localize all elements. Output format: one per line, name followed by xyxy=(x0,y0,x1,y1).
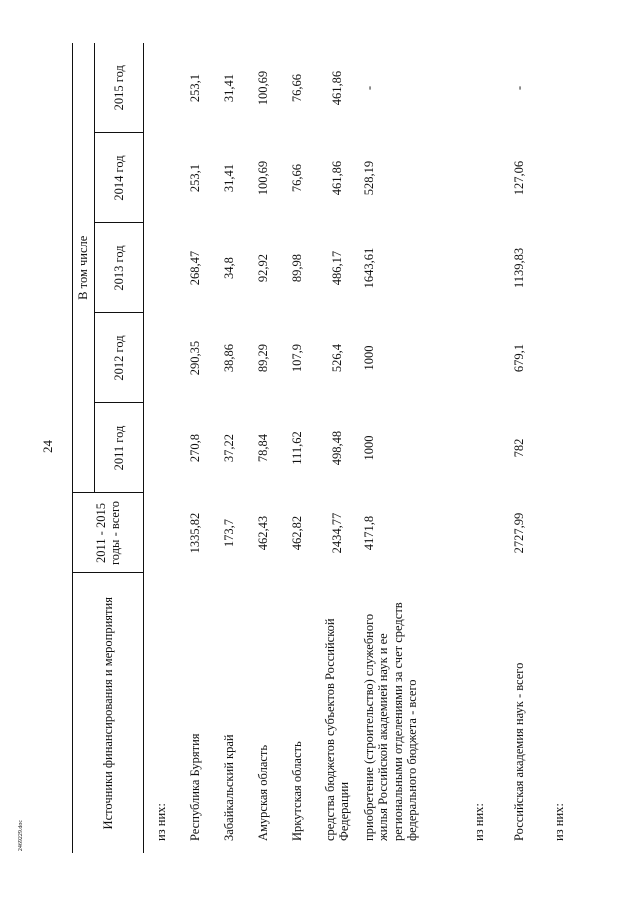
cell-2013: 1643,61 xyxy=(362,247,376,289)
row-name: Забайкальский край xyxy=(221,734,236,841)
cell-total: 1335,82 xyxy=(187,512,202,554)
table-row xyxy=(462,43,496,853)
cell-2013: 92,92 xyxy=(255,253,270,283)
row-name: Иркутская область xyxy=(289,741,304,841)
cell-2013 xyxy=(144,223,179,313)
header-year: 2012 год xyxy=(94,313,143,403)
table-header-row-1 xyxy=(73,43,94,853)
financing-table xyxy=(72,43,576,853)
cell-2012: 38,86 xyxy=(221,343,236,373)
cell-2014 xyxy=(542,133,576,223)
cell-2014 xyxy=(462,133,496,223)
rotated-table-wrapper xyxy=(72,43,622,853)
document-footer: 2469229.doc xyxy=(18,820,24,852)
row-name: Республика Бурятия xyxy=(187,733,202,841)
header-year: 2014 год xyxy=(94,133,143,223)
table-row xyxy=(280,43,314,853)
cell-2012 xyxy=(542,313,576,403)
row-name: средства бюджетов субъектов Российской Федерации xyxy=(322,618,351,841)
header-year: 2015 год xyxy=(94,43,143,133)
table-row xyxy=(496,43,542,853)
cell-2011 xyxy=(462,403,496,493)
cell-2012: 526,4 xyxy=(329,343,344,373)
cell-2012: 679,1 xyxy=(511,343,526,373)
page-number: 24 xyxy=(40,440,55,453)
row-name: из них: xyxy=(153,803,168,841)
table-row xyxy=(144,43,179,853)
cell-2014: 127,06 xyxy=(511,160,526,196)
cell-2015: 31,41 xyxy=(221,73,236,103)
cell-2014: 100,69 xyxy=(255,160,270,196)
cell-2014: 461,86 xyxy=(329,160,344,196)
cell-2013: 89,98 xyxy=(289,253,304,283)
cell-2012: 107,9 xyxy=(289,343,304,373)
cell-2014 xyxy=(144,133,179,223)
cell-total: 2727,99 xyxy=(511,512,526,554)
cell-2013: 1139,83 xyxy=(511,247,526,289)
cell-total: 2434,77 xyxy=(329,512,344,554)
cell-2012: 1000 xyxy=(362,345,376,371)
cell-2015 xyxy=(462,43,496,133)
cell-2015: 100,69 xyxy=(255,70,270,106)
cell-2011 xyxy=(542,403,576,493)
row-name: из них: xyxy=(471,803,486,841)
cell-2011 xyxy=(144,403,179,493)
cell-2013: 34,8 xyxy=(221,257,236,279)
header-group: В том числе xyxy=(73,43,94,493)
row-name: Амурская область xyxy=(255,744,270,841)
cell-2011: 111,62 xyxy=(289,431,304,465)
cell-total: 462,43 xyxy=(255,515,270,551)
cell-2012: 290,35 xyxy=(187,340,202,376)
cell-total xyxy=(144,493,179,573)
cell-2014: 76,66 xyxy=(289,163,304,193)
cell-2012: 89,29 xyxy=(255,343,270,373)
cell-2014: 528,19 xyxy=(362,160,376,196)
cell-2015: 461,86 xyxy=(329,70,344,106)
cell-2015 xyxy=(144,43,179,133)
cell-2011: 37,22 xyxy=(221,433,236,463)
table-row xyxy=(314,43,360,853)
cell-2013 xyxy=(462,223,496,313)
header-year: 2011 год xyxy=(94,403,143,493)
cell-total xyxy=(462,493,496,573)
cell-2013: 268,47 xyxy=(187,250,202,286)
cell-2011: 270,8 xyxy=(187,433,202,463)
cell-2011: 1000 xyxy=(362,435,376,461)
cell-2015: 253,1 xyxy=(187,73,202,103)
table-row xyxy=(246,43,280,853)
table-row xyxy=(212,43,246,853)
cell-2015 xyxy=(542,43,576,133)
header-sources: Источники финансирования и мероприятия xyxy=(73,573,144,853)
cell-2011: 78,84 xyxy=(255,433,270,463)
row-name: Российская академия наук - всего xyxy=(511,662,526,841)
table-row xyxy=(178,43,212,853)
cell-2011: 782 xyxy=(511,438,526,458)
cell-2015: - xyxy=(362,85,376,91)
cell-2014: 253,1 xyxy=(187,163,202,193)
cell-2014: 31,41 xyxy=(221,163,236,193)
cell-total: 4171,8 xyxy=(362,515,376,551)
cell-total xyxy=(542,493,576,573)
cell-total: 462,82 xyxy=(289,515,304,551)
header-total: 2011 - 2015 годы - всего xyxy=(73,493,144,573)
cell-2013 xyxy=(542,223,576,313)
row-name: из них: xyxy=(551,803,566,841)
table-row xyxy=(542,43,576,853)
cell-total: 173,7 xyxy=(221,518,236,548)
cell-2013: 486,17 xyxy=(329,250,344,286)
cell-2015: 76,66 xyxy=(289,73,304,103)
table-row xyxy=(360,43,462,853)
cell-2011: 498,48 xyxy=(329,430,344,466)
row-name: приобретение (строительство) служебного жилья Российской академией наук и ее региональными отделениями за счет средств федерального бюджета - всего xyxy=(362,602,420,841)
header-year: 2013 год xyxy=(94,223,143,313)
cell-2012 xyxy=(144,313,179,403)
cell-2015: - xyxy=(511,85,526,91)
cell-2012 xyxy=(462,313,496,403)
